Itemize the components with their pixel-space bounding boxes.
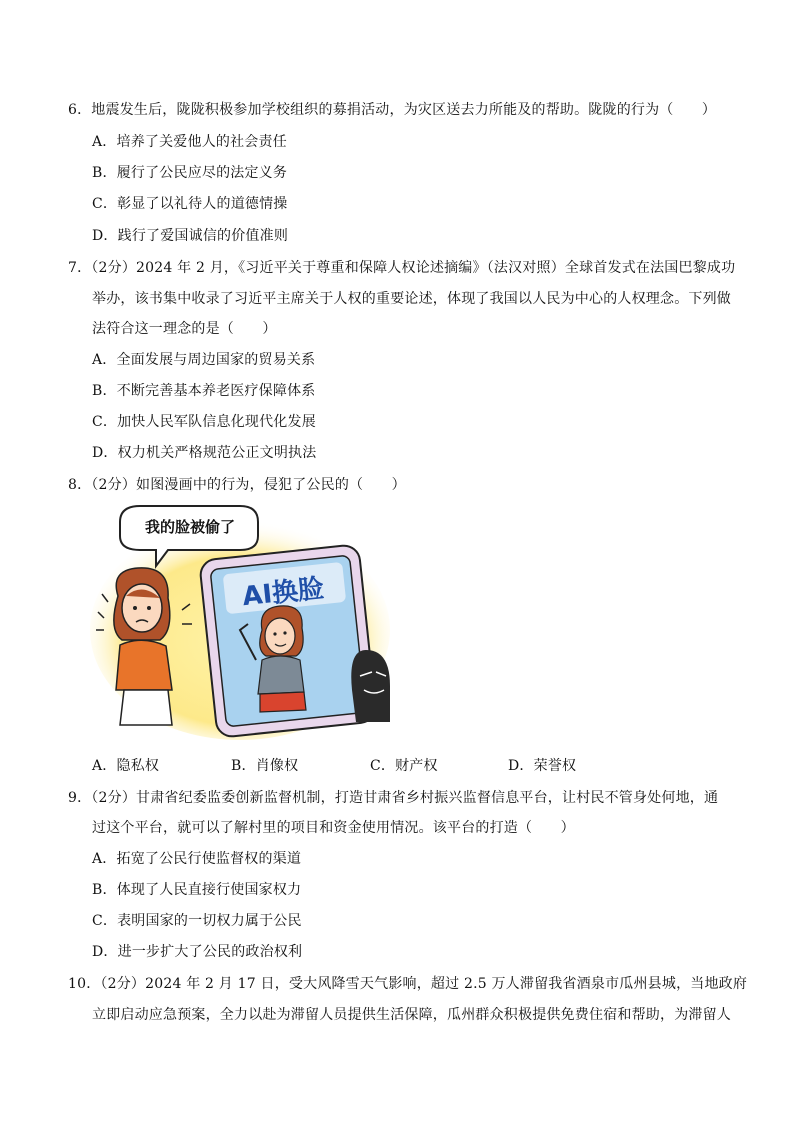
q8-option-d: D．荣誉权 [508, 758, 577, 774]
q9-stem-line-1: 9．（2分）甘肃省纪委监委创新监督机制，打造甘肃省乡村振兴监督信息平台，让村民不管身处何地，通 [68, 790, 719, 806]
q7-option-c: C．加快人民军队信息化现代化发展 [92, 414, 316, 430]
q6-option-b: B．履行了公民应尽的法定义务 [92, 165, 288, 181]
q7-option-d: D．权力机关严格规范公正文明执法 [92, 445, 317, 461]
q7-option-b: B．不断完善基本养老医疗保障体系 [92, 383, 316, 399]
q8-option-a: A．隐私权 [92, 758, 160, 774]
q8-option-c: C．财产权 [370, 758, 438, 774]
q7-stem-line-3: 法符合这一理念的是（ ） [92, 321, 277, 337]
speech-bubble-text: 我的脸被偷了 [144, 518, 235, 536]
q8-stem: 8．（2分）如图漫画中的行为，侵犯了公民的（ ） [68, 477, 406, 493]
q6-option-c: C．彰显了以礼待人的道德情操 [92, 196, 288, 212]
q9-option-c: C．表明国家的一切权力属于公民 [92, 913, 302, 929]
shadow-thief-figure [351, 650, 390, 722]
q9-stem-line-2: 过这个平台，就可以了解村里的项目和资金使用情况。该平台的打造（ ） [92, 820, 575, 836]
q6-option-d: D．践行了爱国诚信的价值准则 [92, 228, 289, 244]
q7-stem-line-1: 7．（2分）2024 年 2 月，《习近平关于尊重和保障人权论述摘编》（法汉对照）全球首发式在法国巴黎成功 [68, 260, 736, 276]
q10-stem-line-2: 立即启动应急预案，全力以赴为滞留人员提供生活保障，瓜州群众积极提供免费住宿和帮助，为滞留人 [92, 1007, 731, 1023]
q7-stem-line-2: 举办，该书集中收录了习近平主席关于人权的重要论述，体现了我国以人民为中心的人权理念。下列做 [92, 291, 731, 307]
ai-face-swap-cartoon [90, 500, 390, 740]
screen-title-text: AI换脸 [240, 573, 326, 613]
q7-option-a: A．全面发展与周边国家的贸易关系 [92, 352, 316, 368]
q9-option-a: A．拓宽了公民行使监督权的渠道 [92, 851, 302, 867]
q9-option-b: B．体现了人民直接行使国家权力 [92, 882, 302, 898]
q8-option-b: B．肖像权 [231, 758, 299, 774]
q6-stem: 6．地震发生后，陇陇积极参加学校组织的募捐活动，为灾区送去力所能及的帮助。陇陇的行为（ ） [68, 102, 717, 118]
q9-option-d: D．进一步扩大了公民的政治权利 [92, 944, 303, 960]
q6-option-a: A．培养了关爱他人的社会责任 [92, 134, 287, 150]
q10-stem-line-1: 10．（2分）2024 年 2 月 17 日，受大风降雪天气影响，超过 2.5 万人滞留我省酒泉市瓜州县城，当地政府 [68, 976, 748, 992]
